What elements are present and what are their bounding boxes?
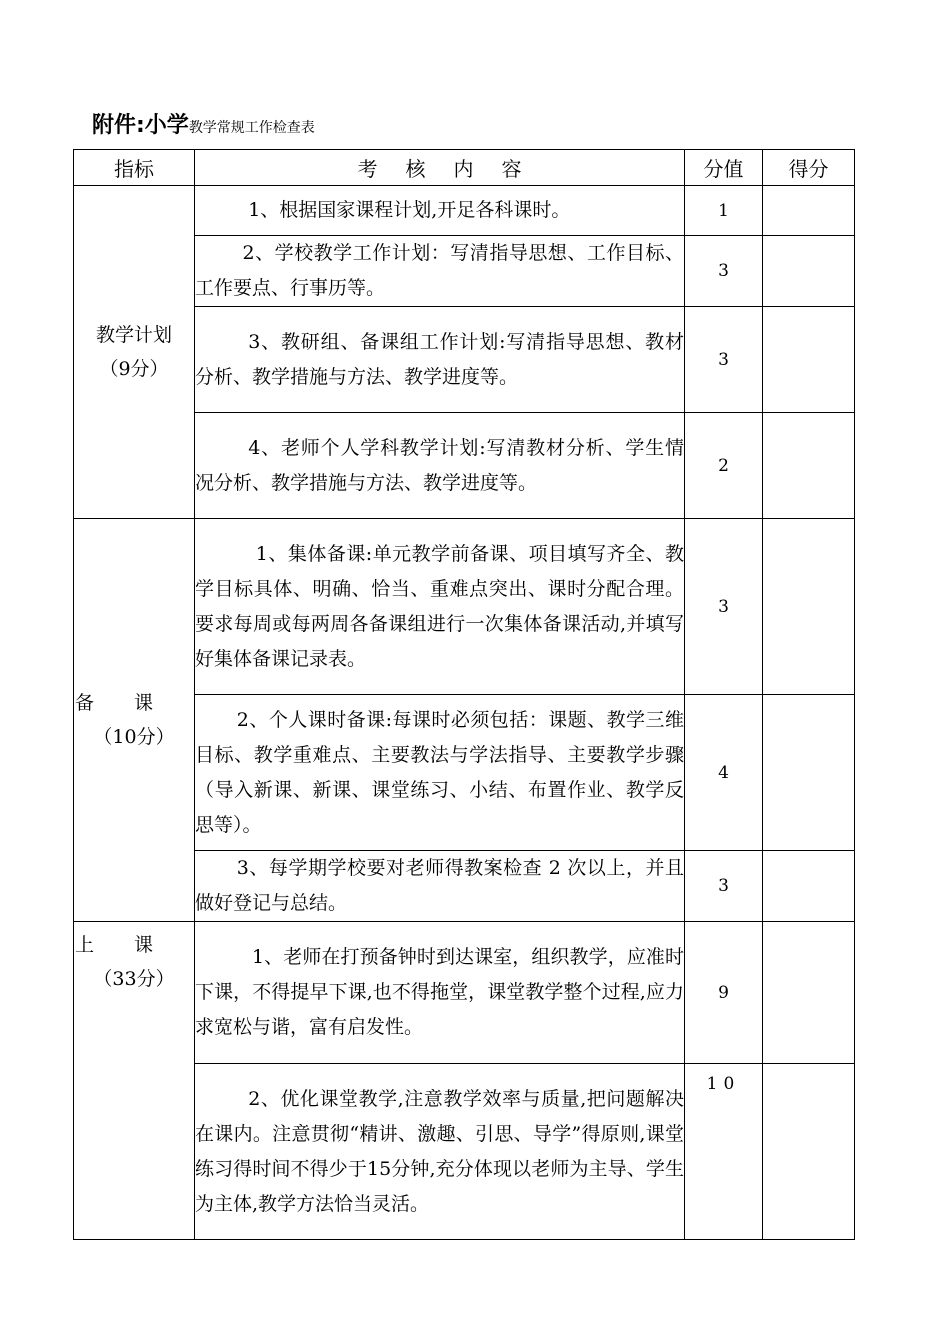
item-text: 4、老师个人学科教学计划:写清教材分析、学生情况分析、教学措施与方法、教学进度等。 [195, 413, 685, 519]
item-text: 3、教研组、备课组工作计划:写清指导思想、教材分析、教学措施与方法、教学进度等。 [195, 307, 685, 413]
item-value: 1 [685, 186, 763, 236]
item-text: 2、个人课时备课:每课时必须包括：课题、教学三维目标、教学重难点、主要教法与学法指导、主要教学步骤（导入新课、新课、课堂练习、小结、布置作业、教学反思等）。 [195, 695, 685, 851]
category-cell [74, 186, 195, 519]
item-text: 1、老师在打预备钟时到达课室，组织教学，应准时下课，不得提早下课,也不得拖堂，课堂教学整个过程,应力求宽松与谐，富有启发性。 [195, 922, 685, 1064]
item-value: 3 [685, 851, 763, 922]
table-row [74, 519, 855, 695]
score-cell[interactable] [763, 922, 855, 1064]
item-text: 3、每学期学校要对老师得教案检查 2 次以上，并且做好登记与总结。 [195, 851, 685, 922]
category-cell [74, 519, 195, 922]
category-cell [74, 922, 195, 1240]
category-points: （10分） [93, 726, 175, 748]
title-bold: 附件:小学 [92, 113, 189, 138]
category-points: （33分） [93, 968, 175, 990]
score-cell[interactable] [763, 851, 855, 922]
item-value: 4 [685, 695, 763, 851]
category-name: 上课 [74, 934, 193, 956]
table-row [74, 922, 855, 1064]
score-cell[interactable] [763, 186, 855, 236]
score-cell[interactable] [763, 1064, 855, 1240]
score-cell[interactable] [763, 519, 855, 695]
score-cell[interactable] [763, 236, 855, 307]
category-points: （9分） [99, 358, 169, 380]
header-value: 分值 [685, 150, 763, 186]
item-value: 3 [685, 519, 763, 695]
item-value: 2 [685, 413, 763, 519]
item-value: 3 [685, 307, 763, 413]
header-content: 考核内容 [195, 150, 685, 186]
item-value: 10 [685, 1064, 763, 1240]
item-text: 2、优化课堂教学,注意教学效率与质量,把问题解决在课内。注意贯彻“精讲、激趣、引思、导学”得原则,课堂练习得时间不得少于15分钟,充分体现以老师为主导、学生为主体,教学方法恰当灵活。 [195, 1064, 685, 1240]
score-cell[interactable] [763, 307, 855, 413]
score-cell[interactable] [763, 413, 855, 519]
item-text: 1、根据国家课程计划,开足各科课时。 [195, 186, 685, 236]
item-text: 1、集体备课:单元教学前备课、项目填写齐全、教学目标具体、明确、恰当、重难点突出、课时分配合理。要求每周或每两周各备课组进行一次集体备课活动,并填写好集体备课记录表。 [195, 519, 685, 695]
header-score: 得分 [763, 150, 855, 186]
item-text: 2、学校教学工作计划：写清指导思想、工作目标、工作要点、行事历等。 [195, 236, 685, 307]
category-name: 备课 [74, 692, 193, 714]
inspection-table [73, 149, 855, 1240]
item-value: 3 [685, 236, 763, 307]
score-cell[interactable] [763, 695, 855, 851]
category-name: 教学计划 [95, 324, 172, 346]
header-row [74, 150, 855, 186]
title-rest: 教学常规工作检查表 [188, 120, 315, 136]
document-title [92, 108, 315, 139]
table-row [74, 186, 855, 236]
item-value: 9 [685, 922, 763, 1064]
header-indicator: 指标 [74, 150, 195, 186]
